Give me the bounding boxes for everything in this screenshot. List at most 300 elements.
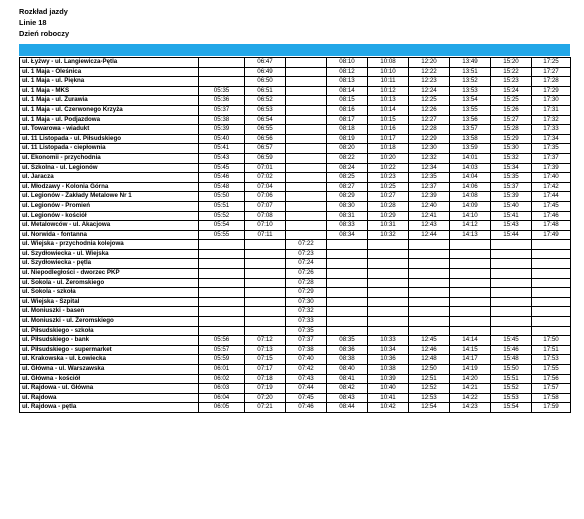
table-row [20,288,571,298]
departure-time-cell: 08:31 [327,211,368,221]
departure-time-cell: 05:43 [199,153,245,163]
departure-time-cell [368,297,409,307]
departure-time-cell: 17:39 [532,163,571,173]
departure-time-cell: 05:36 [199,96,245,106]
table-row [20,278,571,288]
departure-time-cell [409,249,450,259]
departure-time-cell [491,249,532,259]
departure-time-cell: 10:08 [368,58,409,68]
departure-time-cell [491,259,532,269]
departure-time-cell: 08:43 [327,393,368,403]
departure-time-cell: 15:43 [491,221,532,231]
departure-time-cell: 12:44 [409,230,450,240]
table-row [20,105,571,115]
departure-time-cell: 08:33 [327,221,368,231]
departure-time-cell [532,307,571,317]
departure-time-cell: 13:58 [450,134,491,144]
departure-time-cell [327,288,368,298]
departure-time-cell: 06:52 [245,96,286,106]
departure-time-cell [409,288,450,298]
departure-time-cell: 15:44 [491,230,532,240]
departure-time-cell: 08:18 [327,125,368,135]
departure-time-cell [327,269,368,279]
stop-name-cell: ul. Norwida - fontanna [20,230,199,240]
departure-time-cell: 13:56 [450,115,491,125]
departure-time-cell [368,259,409,269]
table-row [20,317,571,327]
departure-time-cell: 07:08 [245,211,286,221]
table-row [20,221,571,231]
departure-time-cell [286,163,327,173]
departure-time-cell: 06:47 [245,58,286,68]
departure-time-cell [532,297,571,307]
departure-time-cell: 05:38 [199,115,245,125]
departure-time-cell: 10:34 [368,345,409,355]
departure-time-cell: 13:57 [450,125,491,135]
stop-name-cell: ul. Metalowców - ul. Akacjowa [20,221,199,231]
departure-time-cell: 10:33 [368,336,409,346]
departure-time-cell: 10:18 [368,144,409,154]
table-row [20,182,571,192]
departure-time-cell: 12:29 [409,134,450,144]
departure-time-cell [532,278,571,288]
departure-time-cell: 15:46 [491,345,532,355]
departure-time-cell: 08:34 [327,230,368,240]
departure-time-cell: 08:30 [327,201,368,211]
departure-time-cell: 07:30 [286,297,327,307]
stop-name-cell: ul. Jaracza [20,173,199,183]
departure-time-cell: 15:50 [491,365,532,375]
departure-time-cell: 07:17 [245,365,286,375]
table-row [20,67,571,77]
departure-time-cell: 07:01 [245,163,286,173]
departure-time-cell: 10:41 [368,393,409,403]
departure-time-cell: 13:51 [450,67,491,77]
departure-time-cell [286,134,327,144]
departure-time-cell [199,58,245,68]
departure-time-cell: 08:29 [327,192,368,202]
departure-time-cell [450,307,491,317]
stop-name-cell: ul. Młodzawy - Kolonia Górna [20,182,199,192]
table-row [20,365,571,375]
departure-time-cell: 05:48 [199,182,245,192]
departure-time-cell: 07:13 [245,345,286,355]
departure-time-cell: 07:19 [245,384,286,394]
departure-time-cell: 08:44 [327,403,368,413]
table-row [20,115,571,125]
departure-time-cell: 14:12 [450,221,491,231]
departure-time-cell [368,278,409,288]
departure-time-cell: 08:25 [327,173,368,183]
departure-time-cell: 12:25 [409,96,450,106]
departure-time-cell: 05:37 [199,105,245,115]
departure-time-cell: 15:37 [491,182,532,192]
departure-time-cell: 07:10 [245,221,286,231]
departure-time-cell: 06:05 [199,403,245,413]
departure-time-cell [286,192,327,202]
table-row [20,96,571,106]
stop-name-cell: ul. Piłsudskiego - szkoła [20,326,199,336]
departure-time-cell: 17:34 [532,134,571,144]
departure-time-cell: 07:28 [286,278,327,288]
departure-time-cell: 12:37 [409,182,450,192]
departure-time-cell: 17:50 [532,336,571,346]
departure-time-cell [409,317,450,327]
departure-time-cell [245,259,286,269]
departure-time-cell [450,297,491,307]
departure-time-cell [327,249,368,259]
departure-time-cell [532,317,571,327]
departure-time-cell [450,269,491,279]
departure-time-cell: 07:02 [245,173,286,183]
departure-time-cell [286,105,327,115]
departure-time-cell: 05:35 [199,86,245,96]
departure-time-cell [199,77,245,87]
departure-time-cell: 15:35 [491,173,532,183]
table-row [20,144,571,154]
departure-time-cell: 05:59 [199,355,245,365]
day-type-label: Dzień roboczy [19,29,70,38]
departure-time-cell: 13:49 [450,58,491,68]
departure-time-cell [450,240,491,250]
departure-time-cell: 12:48 [409,355,450,365]
departure-time-cell: 12:41 [409,211,450,221]
departure-time-cell: 07:11 [245,230,286,240]
departure-time-cell: 14:13 [450,230,491,240]
departure-time-cell: 07:06 [245,192,286,202]
departure-time-cell: 12:24 [409,86,450,96]
departure-time-cell: 17:25 [532,58,571,68]
departure-time-cell: 17:49 [532,230,571,240]
departure-time-cell: 08:22 [327,153,368,163]
departure-time-cell: 05:50 [199,192,245,202]
departure-time-cell: 15:45 [491,336,532,346]
departure-time-cell [199,259,245,269]
departure-time-cell: 12:52 [409,384,450,394]
departure-time-cell: 05:45 [199,163,245,173]
departure-time-cell: 10:38 [368,365,409,375]
departure-time-cell: 07:33 [286,317,327,327]
departure-time-cell [409,307,450,317]
departure-time-cell: 06:49 [245,67,286,77]
departure-time-cell [286,125,327,135]
departure-time-cell: 15:48 [491,355,532,365]
departure-time-cell: 10:31 [368,221,409,231]
departure-time-cell [409,240,450,250]
departure-time-cell [199,240,245,250]
departure-time-cell [245,317,286,327]
departure-time-cell: 17:53 [532,355,571,365]
departure-time-cell: 13:54 [450,96,491,106]
departure-time-cell [199,307,245,317]
departure-time-cell: 17:58 [532,393,571,403]
departure-time-cell: 12:26 [409,105,450,115]
departure-time-cell [450,259,491,269]
table-row [20,125,571,135]
departure-time-cell: 06:59 [245,153,286,163]
departure-time-cell: 15:30 [491,144,532,154]
departure-time-cell: 10:15 [368,115,409,125]
departure-time-cell: 12:28 [409,125,450,135]
departure-time-cell: 10:11 [368,77,409,87]
departure-time-cell: 15:52 [491,384,532,394]
table-row [20,192,571,202]
departure-time-cell [409,326,450,336]
departure-time-cell: 05:41 [199,144,245,154]
departure-time-cell: 14:23 [450,403,491,413]
departure-time-cell [286,58,327,68]
departure-time-cell: 15:24 [491,86,532,96]
stop-name-cell: ul. Moniuszki - ul. Żeromskiego [20,317,199,327]
departure-time-cell: 05:51 [199,201,245,211]
departure-time-cell: 14:06 [450,182,491,192]
departure-time-cell: 12:23 [409,77,450,87]
departure-time-cell: 14:19 [450,365,491,375]
table-row [20,134,571,144]
departure-time-cell: 07:44 [286,384,327,394]
departure-time-cell [286,221,327,231]
table-row [20,297,571,307]
stop-name-cell: ul. Wiejska - przychodnia kolejowa [20,240,199,250]
departure-time-cell: 08:10 [327,58,368,68]
departure-time-cell: 05:55 [199,230,245,240]
table-row [20,345,571,355]
departure-time-cell: 08:17 [327,115,368,125]
departure-time-cell [368,326,409,336]
departure-time-cell [491,269,532,279]
departure-time-cell [409,297,450,307]
departure-time-cell: 17:35 [532,144,571,154]
timetable-table [19,57,571,413]
stop-name-cell: ul. Legionów - Promień [20,201,199,211]
departure-time-cell [450,317,491,327]
departure-time-cell: 15:40 [491,201,532,211]
departure-time-cell: 07:46 [286,403,327,413]
departure-time-cell: 12:43 [409,221,450,231]
table-row [20,326,571,336]
departure-time-cell [286,86,327,96]
departure-time-cell [368,288,409,298]
departure-time-cell: 10:25 [368,182,409,192]
departure-time-cell: 17:55 [532,365,571,375]
departure-time-cell: 07:40 [286,355,327,365]
table-row [20,307,571,317]
departure-time-cell [286,153,327,163]
departure-time-cell: 17:57 [532,384,571,394]
departure-time-cell: 10:10 [368,67,409,77]
departure-time-cell: 08:42 [327,384,368,394]
departure-time-cell: 06:01 [199,365,245,375]
departure-time-cell: 17:33 [532,125,571,135]
stop-name-cell: ul. Legionów - kościół [20,211,199,221]
departure-time-cell: 12:27 [409,115,450,125]
stop-name-cell: ul. Piłsudskiego - supermarket [20,345,199,355]
departure-time-cell [491,297,532,307]
departure-time-cell: 13:53 [450,86,491,96]
departure-time-cell: 10:23 [368,173,409,183]
stop-name-cell: ul. Wiejska - Szpital [20,297,199,307]
departure-time-cell: 06:51 [245,86,286,96]
departure-time-cell [327,278,368,288]
departure-time-cell: 15:39 [491,192,532,202]
departure-time-cell: 17:59 [532,403,571,413]
table-row [20,336,571,346]
departure-time-cell: 07:38 [286,345,327,355]
timetable-header [19,6,69,39]
stop-name-cell: ul. 1 Maja - ul. Podjazdowa [20,115,199,125]
departure-time-cell: 14:10 [450,211,491,221]
departure-time-cell [199,249,245,259]
departure-time-cell: 06:02 [199,374,245,384]
departure-time-cell: 15:28 [491,125,532,135]
departure-time-cell [286,211,327,221]
stop-name-cell: ul. Główna - ul. Warszawska [20,365,199,375]
stop-name-cell: ul. Moniuszki - basen [20,307,199,317]
departure-time-cell: 05:56 [199,336,245,346]
departure-time-cell: 15:29 [491,134,532,144]
departure-time-cell [245,326,286,336]
table-row [20,374,571,384]
departure-time-cell: 17:28 [532,77,571,87]
departure-time-cell: 12:54 [409,403,450,413]
departure-time-cell: 12:30 [409,144,450,154]
departure-time-cell: 15:22 [491,67,532,77]
stop-name-cell: ul. Rajdowa - ul. Główna [20,384,199,394]
table-row [20,384,571,394]
departure-time-cell [245,288,286,298]
departure-time-cell: 10:20 [368,153,409,163]
departure-time-cell: 14:17 [450,355,491,365]
stop-name-cell: ul. Piłsudskiego - bank [20,336,199,346]
departure-time-cell: 17:32 [532,115,571,125]
departure-time-cell [409,259,450,269]
departure-time-cell: 07:42 [286,365,327,375]
departure-time-cell: 10:22 [368,163,409,173]
departure-time-cell: 06:55 [245,125,286,135]
departure-time-cell: 12:39 [409,192,450,202]
departure-time-cell: 08:13 [327,77,368,87]
departure-time-cell: 10:27 [368,192,409,202]
stop-name-cell: ul. Szydłowiecka - pętla [20,259,199,269]
departure-time-cell: 12:22 [409,67,450,77]
departure-time-cell: 17:29 [532,86,571,96]
departure-time-cell: 07:24 [286,259,327,269]
departure-time-cell: 17:40 [532,173,571,183]
departure-time-cell: 12:32 [409,153,450,163]
departure-time-cell: 07:26 [286,269,327,279]
departure-time-cell [491,307,532,317]
stop-name-cell: ul. 1 Maja - ul. Piękna [20,77,199,87]
departure-time-cell [327,240,368,250]
line-label: Linie 18 [19,18,47,27]
departure-time-cell: 14:08 [450,192,491,202]
departure-time-cell: 17:46 [532,211,571,221]
departure-time-cell [409,269,450,279]
departure-time-cell [491,278,532,288]
departure-time-cell [199,278,245,288]
stop-name-cell: ul. Szydłowiecka - ul. Wiejska [20,249,199,259]
departure-time-cell [286,96,327,106]
header-band [19,44,570,56]
departure-time-cell: 07:23 [286,249,327,259]
departure-time-cell: 10:39 [368,374,409,384]
stop-name-cell: ul. Rajdowa - pętla [20,403,199,413]
departure-time-cell [450,249,491,259]
departure-time-cell [245,278,286,288]
table-row [20,163,571,173]
departure-time-cell [327,326,368,336]
departure-time-cell: 17:44 [532,192,571,202]
table-row [20,211,571,221]
departure-time-cell [245,249,286,259]
departure-time-cell: 14:04 [450,173,491,183]
departure-time-cell: 08:38 [327,355,368,365]
departure-time-cell [245,307,286,317]
departure-time-cell [245,240,286,250]
departure-time-cell: 07:32 [286,307,327,317]
departure-time-cell [368,240,409,250]
departure-time-cell [286,144,327,154]
departure-time-cell: 08:40 [327,365,368,375]
table-row [20,153,571,163]
departure-time-cell: 10:32 [368,230,409,240]
departure-time-cell: 05:40 [199,134,245,144]
table-row [20,259,571,269]
departure-time-cell: 14:14 [450,336,491,346]
departure-time-cell: 14:22 [450,393,491,403]
departure-time-cell: 10:36 [368,355,409,365]
departure-time-cell: 07:12 [245,336,286,346]
departure-time-cell: 17:48 [532,221,571,231]
departure-time-cell [532,249,571,259]
departure-time-cell: 05:52 [199,211,245,221]
departure-time-cell [286,230,327,240]
departure-time-cell: 15:26 [491,105,532,115]
departure-time-cell [491,317,532,327]
departure-time-cell: 12:34 [409,163,450,173]
departure-time-cell [199,317,245,327]
departure-time-cell: 10:40 [368,384,409,394]
departure-time-cell: 10:17 [368,134,409,144]
departure-time-cell: 15:34 [491,163,532,173]
departure-time-cell [327,317,368,327]
departure-time-cell [450,288,491,298]
departure-time-cell [286,67,327,77]
departure-time-cell [199,326,245,336]
departure-time-cell: 10:12 [368,86,409,96]
departure-time-cell: 17:51 [532,345,571,355]
departure-time-cell: 05:39 [199,125,245,135]
stop-name-cell: ul. Łyżwy - ul. Langiewicza-Pętla [20,58,199,68]
departure-time-cell: 14:20 [450,374,491,384]
departure-time-cell: 14:21 [450,384,491,394]
stop-name-cell: ul. 11 Listopada - ciepłownia [20,144,199,154]
departure-time-cell: 06:57 [245,144,286,154]
departure-time-cell [245,269,286,279]
departure-time-cell: 08:41 [327,374,368,384]
stop-name-cell: ul. Szkolna - ul. Legionów [20,163,199,173]
departure-time-cell: 10:13 [368,96,409,106]
departure-time-cell: 15:54 [491,403,532,413]
table-row [20,403,571,413]
departure-time-cell: 08:12 [327,67,368,77]
departure-time-cell: 17:30 [532,96,571,106]
departure-time-cell [368,249,409,259]
departure-time-cell: 07:04 [245,182,286,192]
stop-name-cell: ul. Główna - kościół [20,374,199,384]
departure-time-cell [199,67,245,77]
departure-time-cell [491,240,532,250]
